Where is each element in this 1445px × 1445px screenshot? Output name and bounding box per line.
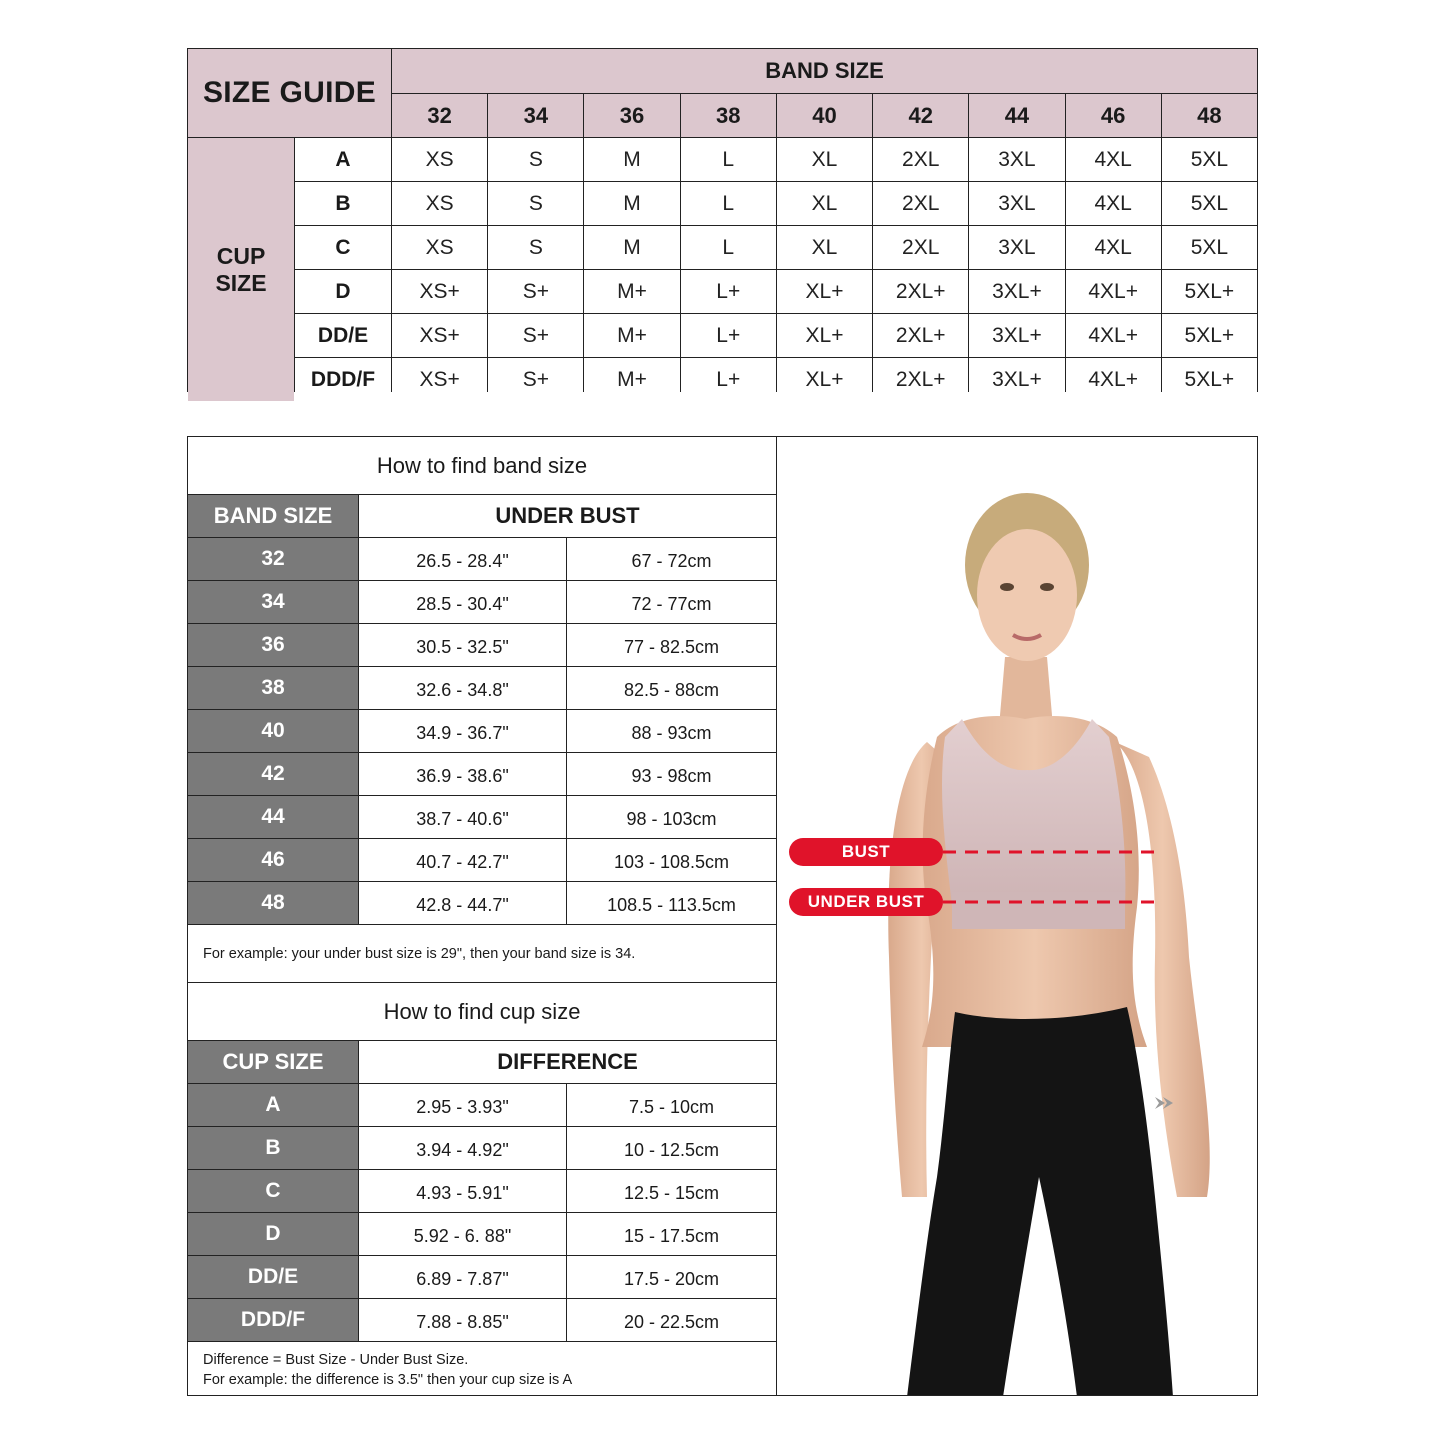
row-key: DD/E [188, 1256, 358, 1299]
size-cell: XL+ [777, 314, 872, 357]
model-photo-panel [776, 436, 1258, 1396]
band-size-32: 32 [392, 94, 487, 137]
size-cell: 5XL+ [1162, 314, 1257, 357]
measurement-panel [187, 436, 777, 1396]
row-key: B [188, 1127, 358, 1170]
band-size-heading: How to find band size [188, 437, 776, 495]
face [977, 529, 1077, 661]
row-key: D [188, 1213, 358, 1256]
band-size-table [188, 495, 776, 925]
cup-size-header-line2: SIZE [215, 269, 267, 296]
bust-marker: BUST [789, 838, 943, 866]
band-size-40: 40 [777, 94, 872, 137]
inches-value: 40.7 - 42.7" [358, 839, 566, 882]
size-cell: M [584, 226, 679, 269]
inches-value: 5.92 - 6. 88" [358, 1213, 566, 1256]
size-cell: M+ [584, 358, 679, 401]
cm-value: 17.5 - 20cm [566, 1256, 776, 1299]
difference-col-header: DIFFERENCE [358, 1041, 776, 1084]
size-cell: M+ [584, 270, 679, 313]
size-cell: 2XL+ [873, 314, 968, 357]
size-cell: S+ [488, 314, 583, 357]
size-cell: 2XL [873, 182, 968, 225]
size-cell: 3XL+ [969, 358, 1064, 401]
size-cell: 2XL+ [873, 358, 968, 401]
band-size-44: 44 [969, 94, 1064, 137]
left-eye [1000, 583, 1014, 591]
row-key: 48 [188, 882, 358, 925]
band-size-42: 42 [873, 94, 968, 137]
size-cell: 5XL [1162, 226, 1257, 269]
inches-value: 4.93 - 5.91" [358, 1170, 566, 1213]
row-key: 34 [188, 581, 358, 624]
inches-value: 26.5 - 28.4" [358, 538, 566, 581]
size-cell: XS [392, 226, 487, 269]
band-size-34: 34 [488, 94, 583, 137]
size-cell: S+ [488, 270, 583, 313]
leggings [907, 1007, 1173, 1396]
band-size-note-text: For example: your under bust size is 29", then your band size is 34. [203, 945, 636, 962]
inches-value: 28.5 - 30.4" [358, 581, 566, 624]
size-cell: S+ [488, 358, 583, 401]
size-cell: 5XL+ [1162, 358, 1257, 401]
cm-value: 7.5 - 10cm [566, 1084, 776, 1127]
row-key: 44 [188, 796, 358, 839]
row-key: 40 [188, 710, 358, 753]
size-cell: M+ [584, 314, 679, 357]
size-cell: 3XL [969, 226, 1064, 269]
cm-value: 88 - 93cm [566, 710, 776, 753]
cm-value: 77 - 82.5cm [566, 624, 776, 667]
inches-value: 36.9 - 38.6" [358, 753, 566, 796]
cup-size-label: B [295, 182, 391, 225]
size-cell: 5XL [1162, 138, 1257, 181]
size-cell: L+ [681, 270, 776, 313]
size-cell: L [681, 226, 776, 269]
row-key: DDD/F [188, 1299, 358, 1342]
inches-value: 2.95 - 3.93" [358, 1084, 566, 1127]
size-cell: L+ [681, 314, 776, 357]
size-cell: 2XL+ [873, 270, 968, 313]
inches-value: 34.9 - 36.7" [358, 710, 566, 753]
cm-value: 72 - 77cm [566, 581, 776, 624]
cm-value: 103 - 108.5cm [566, 839, 776, 882]
cup-size-note-line1: Difference = Bust Size - Under Bust Size. [203, 1352, 469, 1368]
size-cell: L [681, 138, 776, 181]
size-cell: M [584, 138, 679, 181]
cup-size-header [188, 138, 294, 401]
size-cell: XS [392, 138, 487, 181]
size-cell: 4XL [1066, 138, 1161, 181]
inches-value: 42.8 - 44.7" [358, 882, 566, 925]
size-cell: XS+ [392, 314, 487, 357]
right-eye [1040, 583, 1054, 591]
size-cell: XL+ [777, 270, 872, 313]
row-key: C [188, 1170, 358, 1213]
cm-value: 98 - 103cm [566, 796, 776, 839]
size-cell: L+ [681, 358, 776, 401]
row-key: A [188, 1084, 358, 1127]
cup-size-label: DD/E [295, 314, 391, 357]
under-bust-marker: UNDER BUST [789, 888, 943, 916]
row-key: 46 [188, 839, 358, 882]
row-key: 36 [188, 624, 358, 667]
band-size-header: BAND SIZE [392, 49, 1257, 93]
cup-size-label: DDD/F [295, 358, 391, 401]
size-guide-title: SIZE GUIDE [188, 49, 391, 137]
size-cell: 4XL+ [1066, 314, 1161, 357]
cm-value: 108.5 - 113.5cm [566, 882, 776, 925]
band-size-38: 38 [681, 94, 776, 137]
size-cell: XS+ [392, 358, 487, 401]
inches-value: 30.5 - 32.5" [358, 624, 566, 667]
inches-value: 32.6 - 34.8" [358, 667, 566, 710]
cup-size-header-line1: CUP [216, 242, 266, 269]
size-cell: 3XL+ [969, 270, 1064, 313]
inches-value: 3.94 - 4.92" [358, 1127, 566, 1170]
size-cell: 3XL [969, 182, 1064, 225]
size-cell: 4XL+ [1066, 358, 1161, 401]
size-cell: 4XL+ [1066, 270, 1161, 313]
band-size-48: 48 [1162, 94, 1257, 137]
under-bust-col-header: UNDER BUST [358, 495, 776, 538]
size-cell: XS [392, 182, 487, 225]
cm-value: 15 - 17.5cm [566, 1213, 776, 1256]
cup-size-table [188, 1041, 776, 1342]
cm-value: 12.5 - 15cm [566, 1170, 776, 1213]
size-guide-table [187, 48, 1258, 392]
size-cell: 3XL [969, 138, 1064, 181]
size-cell: XS+ [392, 270, 487, 313]
size-cell: 5XL+ [1162, 270, 1257, 313]
inches-value: 7.88 - 8.85" [358, 1299, 566, 1342]
size-cell: XL [777, 138, 872, 181]
row-key: 32 [188, 538, 358, 581]
cup-size-col-header: CUP SIZE [188, 1041, 358, 1084]
cm-value: 93 - 98cm [566, 753, 776, 796]
cm-value: 20 - 22.5cm [566, 1299, 776, 1342]
band-size-col-header: BAND SIZE [188, 495, 358, 538]
row-key: 38 [188, 667, 358, 710]
inches-value: 38.7 - 40.6" [358, 796, 566, 839]
row-key: 42 [188, 753, 358, 796]
size-cell: 4XL [1066, 182, 1161, 225]
size-cell: 5XL [1162, 182, 1257, 225]
size-cell: M [584, 182, 679, 225]
size-cell: 3XL+ [969, 314, 1064, 357]
cup-size-label: A [295, 138, 391, 181]
size-cell: XL [777, 182, 872, 225]
cm-value: 67 - 72cm [566, 538, 776, 581]
size-cell: S [488, 182, 583, 225]
size-cell: 2XL [873, 138, 968, 181]
size-cell: S [488, 138, 583, 181]
model-illustration [777, 437, 1258, 1396]
size-cell: S [488, 226, 583, 269]
band-size-46: 46 [1066, 94, 1161, 137]
cm-value: 82.5 - 88cm [566, 667, 776, 710]
cm-value: 10 - 12.5cm [566, 1127, 776, 1170]
cup-size-note-line2: For example: the difference is 3.5" then your cup size is A [203, 1372, 573, 1388]
cup-size-note [188, 1342, 776, 1398]
inches-value: 6.89 - 7.87" [358, 1256, 566, 1299]
size-cell: 2XL [873, 226, 968, 269]
bra-band [952, 892, 1125, 929]
cup-size-label: D [295, 270, 391, 313]
size-cell: XL+ [777, 358, 872, 401]
size-cell: L [681, 182, 776, 225]
band-size-36: 36 [584, 94, 679, 137]
band-size-note [188, 925, 776, 983]
size-cell: XL [777, 226, 872, 269]
size-cell: 4XL [1066, 226, 1161, 269]
cup-size-label: C [295, 226, 391, 269]
cup-size-heading: How to find cup size [188, 983, 776, 1041]
